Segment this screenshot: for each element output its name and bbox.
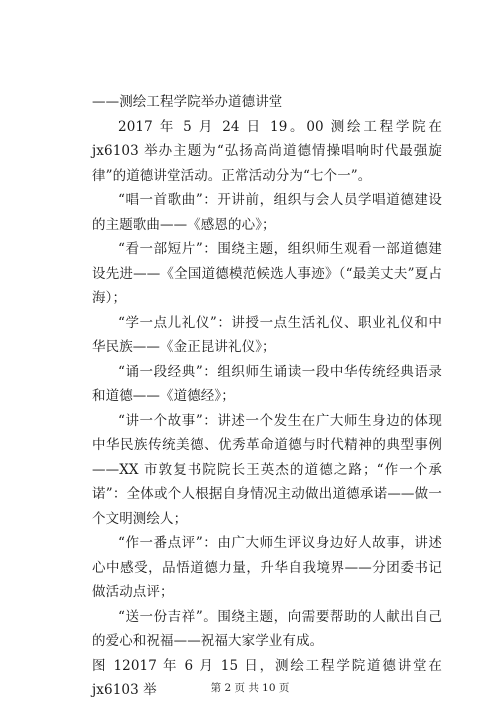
paragraph-tell-story: “讲一个故事”：讲述一个发生在广大师生身边的体现中华民族传统美德、优秀革命道德与时代精神的典型事例——XX 市敦复书院院长王英杰的道德之路；“作一个承诺”：全体或个人根据自身情况主动做出道德承诺——做一个文明测绘人； xyxy=(92,412,442,527)
paragraph-send-blessing: “送一份吉祥”。围绕主题，向需要帮助的人献出自己的爱心和祝福——祝福大家学业有成。 xyxy=(92,608,442,649)
paragraph-event-intro: 2017 年 5 月 24 日 19。00 测绘工程学院在 jx6103 举办主题为“弘扬高尚道德情操唱响时代最强旋律”的道德讲堂活动。正常活动分为“七个一”。 xyxy=(92,118,442,184)
document-body xyxy=(92,90,442,703)
paragraph-learn-etiquette: “学一点儿礼仪”：讲授一点生活礼仪、职业礼仪和中华民族——《金正昆讲礼仪》； xyxy=(92,314,442,355)
paragraph-recite-classic: “诵一段经典”：组织师生诵读一段中华传统经典语录和道德——《道德经》； xyxy=(92,363,442,404)
paragraph-sing-song: “唱一首歌曲”：开讲前，组织与会人员学唱道德建设的主题歌曲——《感恩的心》； xyxy=(92,192,442,233)
document-subtitle: ——测绘工程学院举办道德讲堂 xyxy=(92,94,283,110)
page-number-footer: 第 2 页 共 10 页 xyxy=(210,682,290,694)
paragraph-give-comment: “作一番点评”：由广大师生评议身边好人故事，讲述心中感受，品悟道德力量，升华自我境界——分团委书记做活动点评； xyxy=(92,535,442,600)
paragraph-watch-film: “看一部短片”：围绕主题，组织师生观看一部道德建设先进——《全国道德模范候选人事迹》（“最美丈夫”夏占海）； xyxy=(92,241,442,306)
paragraph-figure-caption: 图 12017 年 6 月 15 日，测绘工程学院道德讲堂在 jx6103 举 xyxy=(92,657,442,698)
